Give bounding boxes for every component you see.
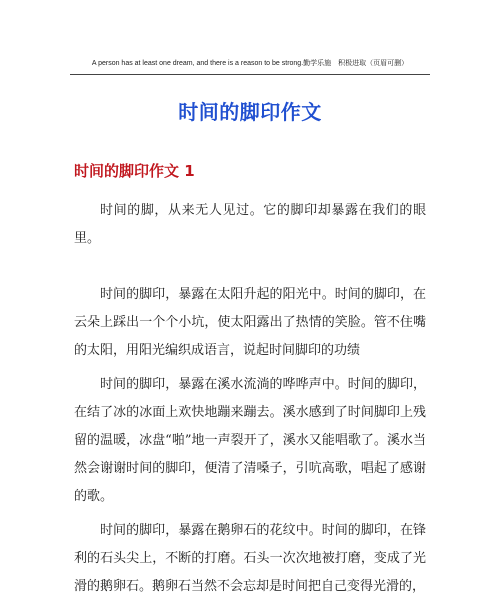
- paragraph-4: 时间的脚印，暴露在鹅卵石的花纹中。时间的脚印，在锋利的石头尖上，不断的打磨。石头一次次地被打磨，变成了光滑的鹅卵石。鹅卵石当然不会忘却是时间把自己变得光滑的，: [74, 523, 426, 594]
- paragraph-3: 时间的脚印，暴露在溪水流淌的哗哗声中。时间的脚印，在结了冰的冰面上欢快地蹦来蹦去。溪水感到了时间脚印上残留的温暖，冰盘“啪”地一声裂开了，溪水又能唱歌了。溪水当然会谢谢时间的脚印，便清了清嗓子，引吭高歌，唱起了感谢的歌。: [74, 377, 426, 504]
- paragraph-2: 时间的脚印，暴露在太阳升起的阳光中。时间的脚印，在云朵上踩出一个个小坑，使太阳露出了热情的笑脸。管不住嘴的太阳，用阳光编织成语言，说起时间脚印的功绩: [74, 287, 426, 358]
- document-title: 时间的脚印作文: [178, 100, 322, 124]
- document-body: [74, 197, 426, 601]
- paragraph-1: 时间的脚，从来无人见过。它的脚印却暴露在我们的眼里。: [74, 203, 426, 246]
- page-header: A person has at least one dream, and there is a reason to be strong.勤学乐施 积极进取（页眉可删）: [91, 60, 409, 67]
- section-title: 时间的脚印作文 1: [74, 162, 195, 180]
- header-rule: [70, 74, 430, 75]
